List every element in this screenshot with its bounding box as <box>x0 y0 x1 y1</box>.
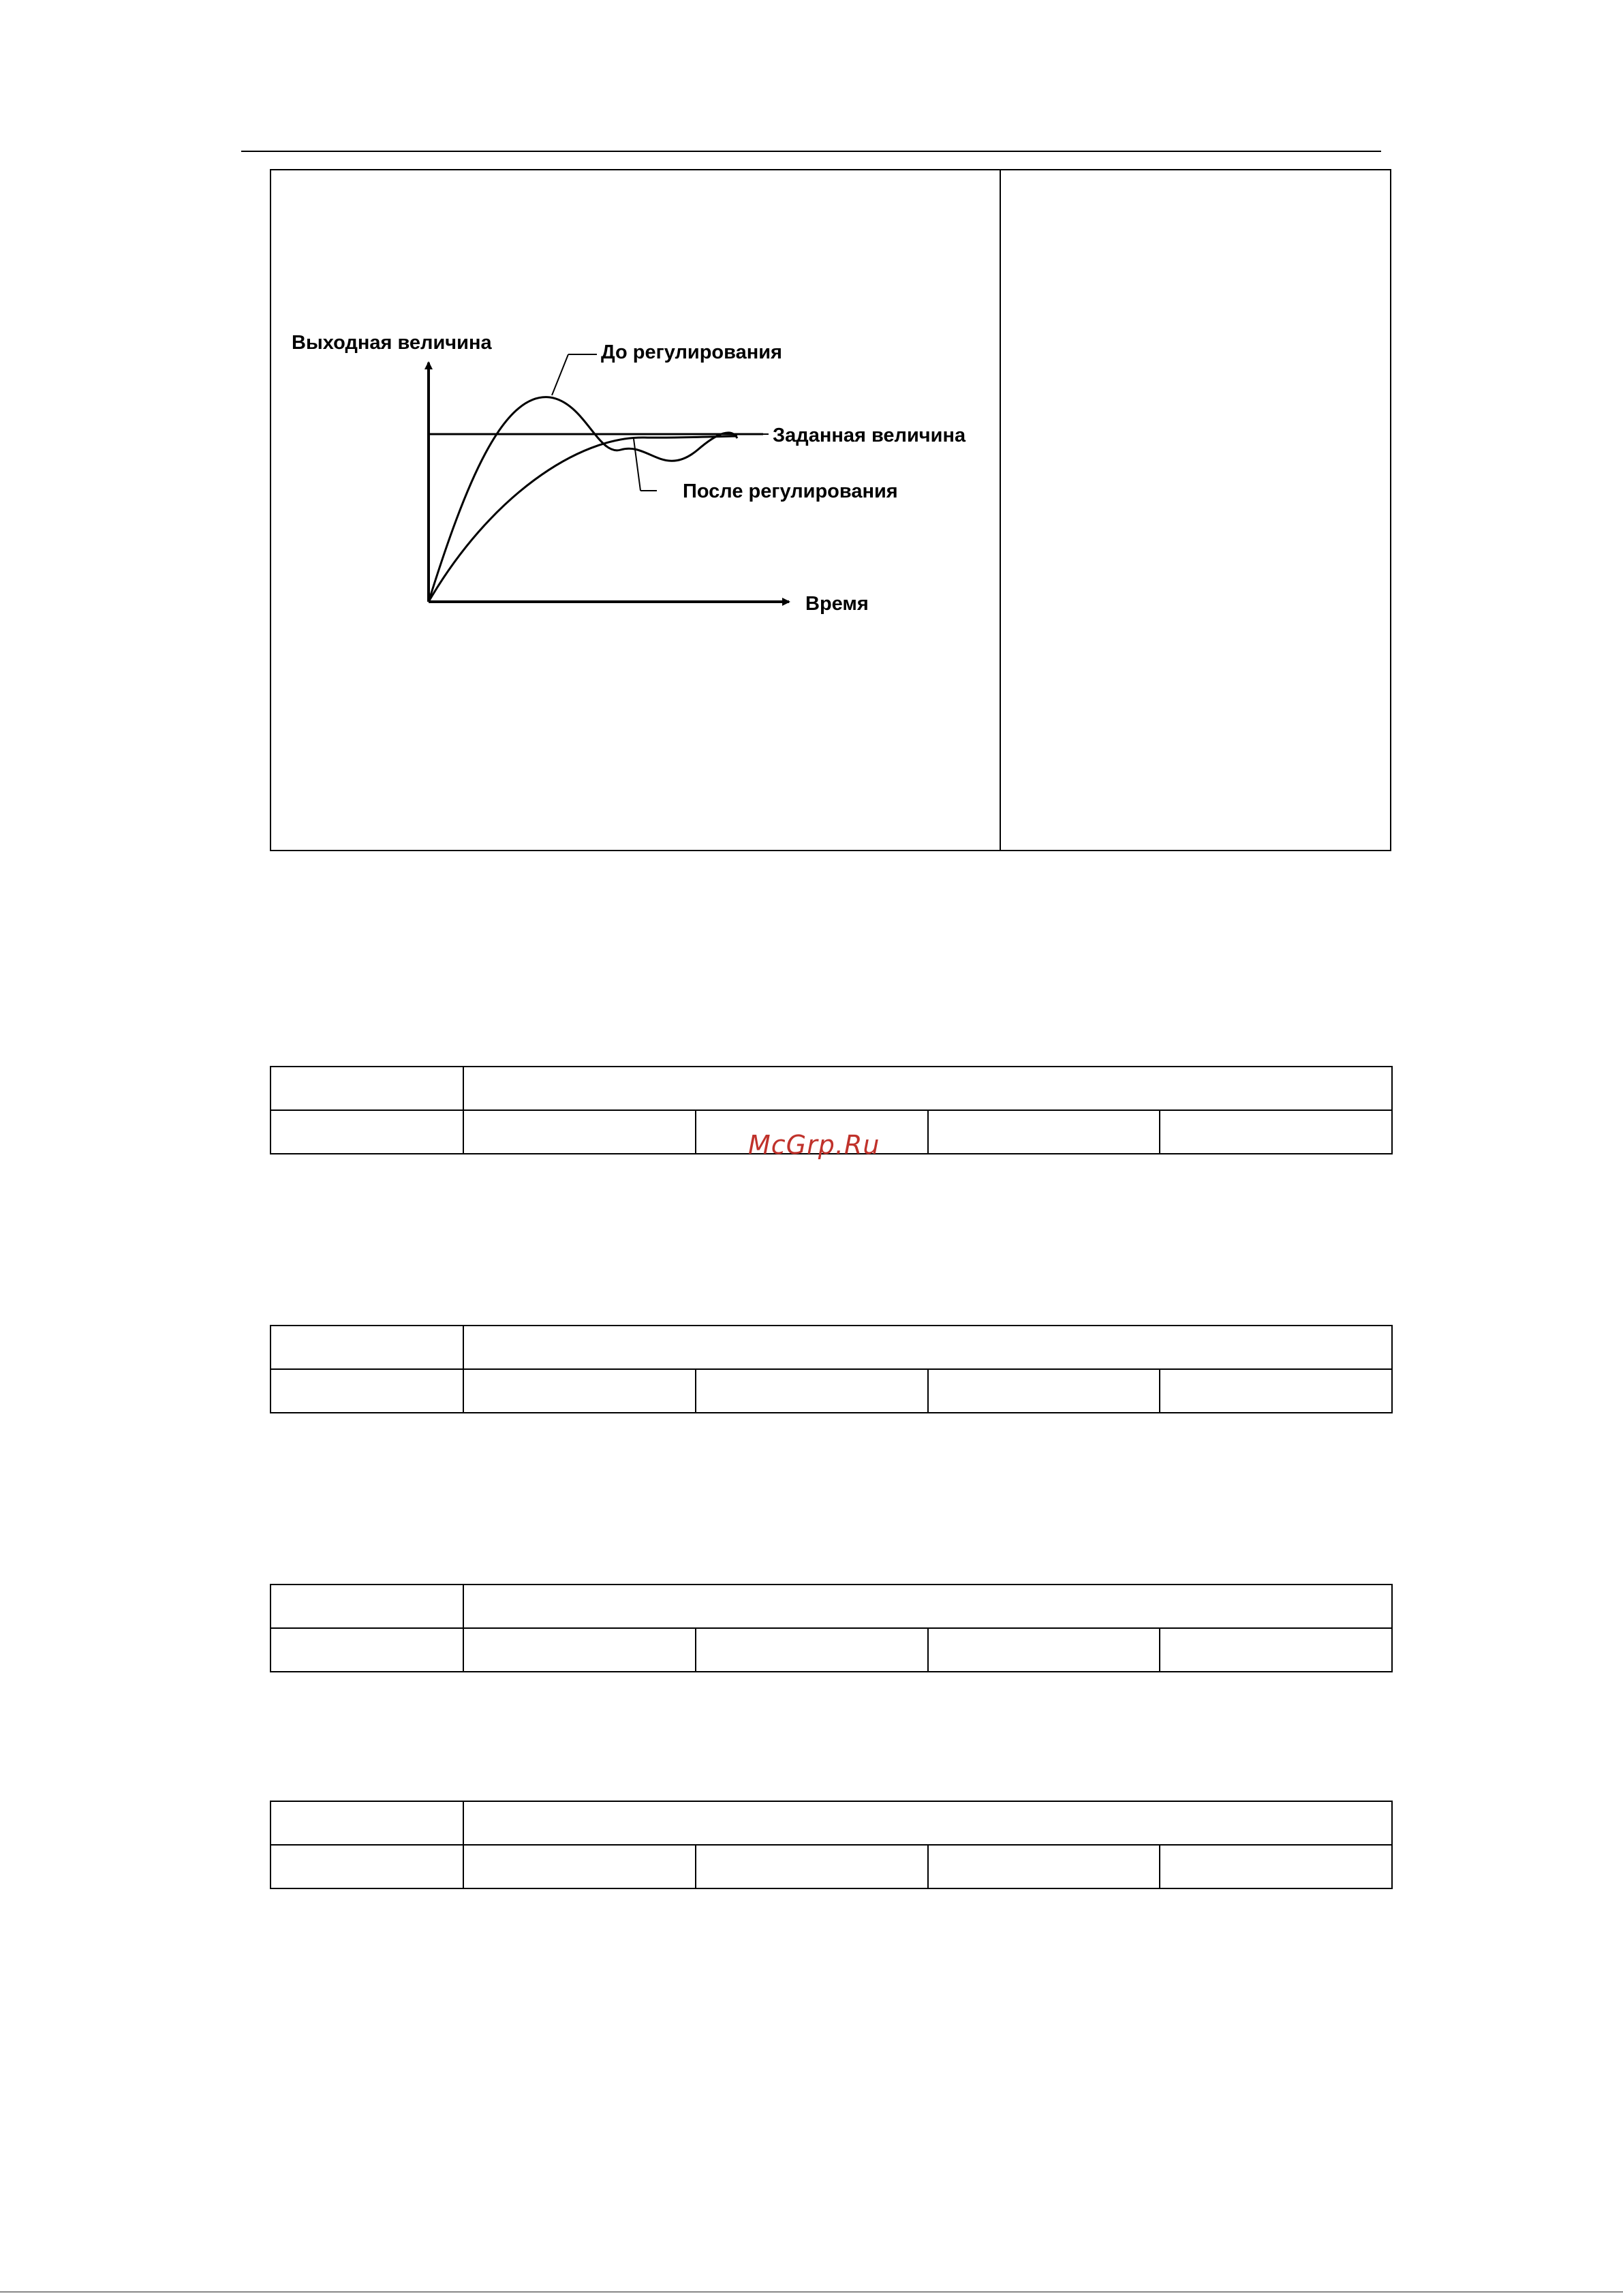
bottom-rule <box>0 2291 1623 2293</box>
table-cell <box>270 1585 463 1628</box>
table-cell <box>1160 1369 1392 1413</box>
table-cell <box>463 1110 696 1154</box>
table-cell <box>1160 1628 1392 1672</box>
table-cell <box>270 1628 463 1672</box>
watermark: McGrp.Ru <box>748 1130 880 1160</box>
table-row <box>270 1585 1392 1628</box>
table-cell <box>696 1628 928 1672</box>
table-cell <box>928 1369 1160 1413</box>
table-cell <box>696 1369 928 1413</box>
table-row <box>270 1369 1392 1413</box>
table-cell <box>463 1326 1392 1369</box>
x-axis-label: Время <box>805 593 869 615</box>
table-cell <box>1160 1845 1392 1888</box>
leader-before <box>552 354 568 395</box>
table-cell <box>463 1067 1392 1110</box>
leader-after <box>634 439 640 491</box>
y-axis-label: Выходная величина <box>292 332 492 354</box>
table-cell <box>270 1110 463 1154</box>
header-rule <box>241 151 1381 152</box>
curve-after-label: После регулирования <box>683 480 898 502</box>
setpoint-label: Заданная величина <box>773 425 966 446</box>
figure-divider <box>1000 170 1001 850</box>
table-cell <box>270 1326 463 1369</box>
table-row <box>270 1801 1392 1845</box>
table-cell <box>928 1110 1160 1154</box>
table-cell <box>928 1845 1160 1888</box>
curve-before-label: До регулирования <box>601 341 782 363</box>
curve-after-regulation <box>429 436 737 602</box>
table-row <box>270 1067 1392 1110</box>
table-cell <box>463 1628 696 1672</box>
table-cell <box>1160 1110 1392 1154</box>
table-cell <box>270 1845 463 1888</box>
table-cell <box>463 1801 1392 1845</box>
table-cell <box>463 1369 696 1413</box>
parameter-table-3 <box>270 1584 1393 1672</box>
table-cell <box>696 1845 928 1888</box>
table-cell <box>463 1585 1392 1628</box>
pid-response-diagram <box>271 170 1000 850</box>
table-row <box>270 1326 1392 1369</box>
table-cell <box>463 1845 696 1888</box>
parameter-table-4 <box>270 1801 1393 1889</box>
figure-frame <box>270 169 1391 851</box>
table-row <box>270 1845 1392 1888</box>
table-cell <box>270 1369 463 1413</box>
table-cell <box>270 1067 463 1110</box>
parameter-table-2 <box>270 1325 1393 1413</box>
table-cell <box>270 1801 463 1845</box>
table-row <box>270 1628 1392 1672</box>
table-cell <box>928 1628 1160 1672</box>
